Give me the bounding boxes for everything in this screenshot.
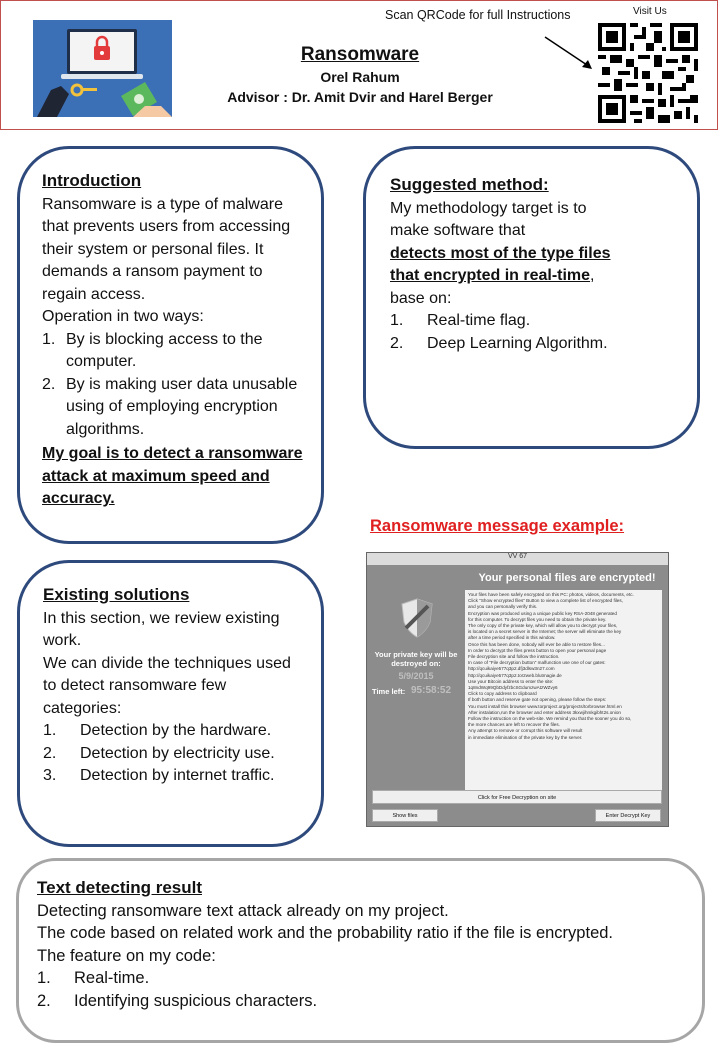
ransom-note-line: Your files have been safely encrypted on this PC: photos, videos, documents, etc. <box>468 592 634 597</box>
ransom-note-line: Click "Show encrypted files" Button to view a complete list of encrypted files, <box>468 598 623 604</box>
list-item <box>43 765 305 788</box>
goal-statement: My goal is to detect a ransomware attack at maximum speed and accuracy. <box>42 445 303 507</box>
list-number: 2. <box>390 334 404 352</box>
ransom-note-line: Encryption was produced using a unique public key RSA-2048 generated <box>468 610 617 616</box>
list-item <box>390 310 630 333</box>
ransom-note-line: Any attempt to remove or corrupt this software will result <box>468 728 583 734</box>
ransom-note-line: If both button and reserve gate not opening, please follow the steps: <box>468 697 607 703</box>
ransom-note-line: Follow the instruction on the web-site. We remind you that the sooner you do so, <box>468 716 632 722</box>
ransom-note-text <box>465 590 662 798</box>
suggested-method-content <box>390 174 630 355</box>
list-item <box>42 329 304 374</box>
ransom-note-line: after a time period specified in this window. <box>468 635 556 641</box>
result-paragraph-2: The code based on related work and the probability ratio if the file is encrypted. <box>37 924 614 943</box>
list-number: 1. <box>42 330 56 348</box>
ransom-note-line: 1q8ndWq99QbDdyfzbcSGdumzwAtzWZvy6 <box>468 685 558 691</box>
ransom-note-line: and you can personally verify this. <box>468 604 538 610</box>
ransom-headline: Your personal files are encrypted! <box>478 572 656 584</box>
ransom-note-line: in immediate elimination of the private key by the server. <box>468 734 583 740</box>
list-item <box>37 967 657 990</box>
ransom-note-line: The only copy of the private key, which will allow you to decrypt your files, <box>468 623 618 629</box>
list-text: By is blocking access to the computer. <box>66 330 263 370</box>
list-item <box>390 333 630 356</box>
list-number: 3. <box>43 767 57 784</box>
author-name: Orel Rahum <box>320 69 400 85</box>
advisor-line: Advisor : Dr. Amit Dvir and Harel Berger <box>227 89 493 105</box>
result-paragraph-3: The feature on my code: <box>37 946 216 965</box>
list-text: By is making user data unusable using of employing encryption algorithms. <box>66 375 298 438</box>
existing-solutions-heading: Existing solutions <box>43 585 190 604</box>
result-paragraph-1: Detecting ransomware text attack already on my project. <box>37 901 449 920</box>
key-destroy-notice: Your private key will be destroyed on: <box>374 650 458 668</box>
list-text: Detection by the hardware. <box>80 722 272 739</box>
list-item <box>43 720 305 743</box>
ransom-note-line: http://qcuikaiye577q3p2.tor2web.blutmagie.de <box>468 672 562 678</box>
ransomware-logo <box>33 20 172 117</box>
ransom-note-line: Once this has been done, nobody will ever be able to restore files... <box>468 641 605 647</box>
ransom-note-line: for this computer. To decrypt files you need to obtain the private key. <box>468 616 607 622</box>
list-text: Deep Learning Algorithm. <box>427 334 608 352</box>
list-text: Real-time. <box>74 969 150 988</box>
list-text: Real-time flag. <box>427 312 531 329</box>
list-text: Identifying suspicious characters. <box>74 991 318 1010</box>
list-item <box>42 374 304 442</box>
ransom-note-line: Click to copy address to clipboard <box>468 691 537 697</box>
laptop-lock-icon <box>33 20 172 117</box>
poster-title: Ransomware <box>300 44 420 65</box>
arrow-right-icon <box>540 34 600 74</box>
show-files-button[interactable]: Show files <box>372 809 438 822</box>
ransom-note-line: In order to decrypt the files press button to open your personal page <box>468 647 607 653</box>
countdown-timer: 95:58:52 <box>411 685 452 696</box>
list-item <box>37 990 657 1013</box>
list-item <box>43 743 305 766</box>
visit-us-label: Visit Us <box>633 6 667 17</box>
introduction-content <box>42 170 304 511</box>
ransom-note-line: File decryption site and follow the instruction. <box>468 654 560 660</box>
time-left-label: Time left: <box>372 687 406 696</box>
ransom-note-line: http://qcuikaiye577q3p2.dfj3dlsw3n27.com <box>468 666 555 672</box>
suggested-intro: My methodology target is to make software that <box>390 199 587 239</box>
enter-decrypt-key-button[interactable]: Enter Decrypt Key <box>595 809 661 822</box>
example-caption: Ransomware message example: <box>370 517 625 535</box>
suggested-method-heading: Suggested method: <box>390 175 549 194</box>
ransom-note-line: the more chances are left to recover the files. <box>468 722 560 728</box>
list-text: Detection by electricity use. <box>80 744 275 762</box>
ransom-note-line: is located on a secret server in the Internet; the server will eliminate the key <box>468 629 622 635</box>
result-content <box>37 877 657 1013</box>
list-number: 1. <box>37 969 51 988</box>
ransom-note-line: You must install this browser www.torproject.org/projects/torbrowser.html.en <box>468 703 622 709</box>
list-number: 2. <box>43 744 57 762</box>
result-heading: Text detecting result <box>37 878 202 897</box>
list-text: Detection by internet traffic. <box>80 767 275 784</box>
existing-paragraph-1: In this section, we review existing work. <box>43 609 280 649</box>
suggested-comma: , <box>590 267 595 284</box>
qr-instructions: Scan QRCode for full Instructions <box>385 8 571 22</box>
destroy-date: 5/9/2015 <box>398 671 434 681</box>
introduction-heading: Introduction <box>42 171 142 190</box>
ransom-note-line: In case of "File decryption button" malfunction use one of our gates: <box>468 660 606 666</box>
window-titlebar: VV 67 <box>367 553 668 565</box>
ransom-note-line: Use your Bitcoin address to enter the site: <box>468 678 554 684</box>
ransomware-window <box>366 552 669 827</box>
operation-label: Operation in two ways: <box>42 308 204 325</box>
existing-paragraph-2: We can divide the techniques used to detect ransomware few categories: <box>43 654 291 717</box>
ransom-note-line: After instalation,run the browser and enter address 3kxwjihmkgibht2s.onion <box>468 709 621 715</box>
suggested-base: base on: <box>390 289 452 307</box>
existing-solutions-content <box>43 584 305 788</box>
list-number: 2. <box>42 375 56 393</box>
list-number: 1. <box>43 722 57 739</box>
list-number: 1. <box>390 312 404 329</box>
qr-code-icon[interactable] <box>598 23 698 123</box>
introduction-paragraph: Ransomware is a type of malware that prevents users from accessing their system or personal files. It demands a ransom payment to regain access. <box>42 195 291 303</box>
shield-icon <box>400 598 434 638</box>
free-decryption-button[interactable]: Click for Free Decryption on site <box>372 790 662 804</box>
suggested-emphasis-line <box>390 243 630 288</box>
list-number: 2. <box>37 991 51 1010</box>
suggested-emphasis: detects most of the type files that encrypted in real-time <box>390 244 611 284</box>
